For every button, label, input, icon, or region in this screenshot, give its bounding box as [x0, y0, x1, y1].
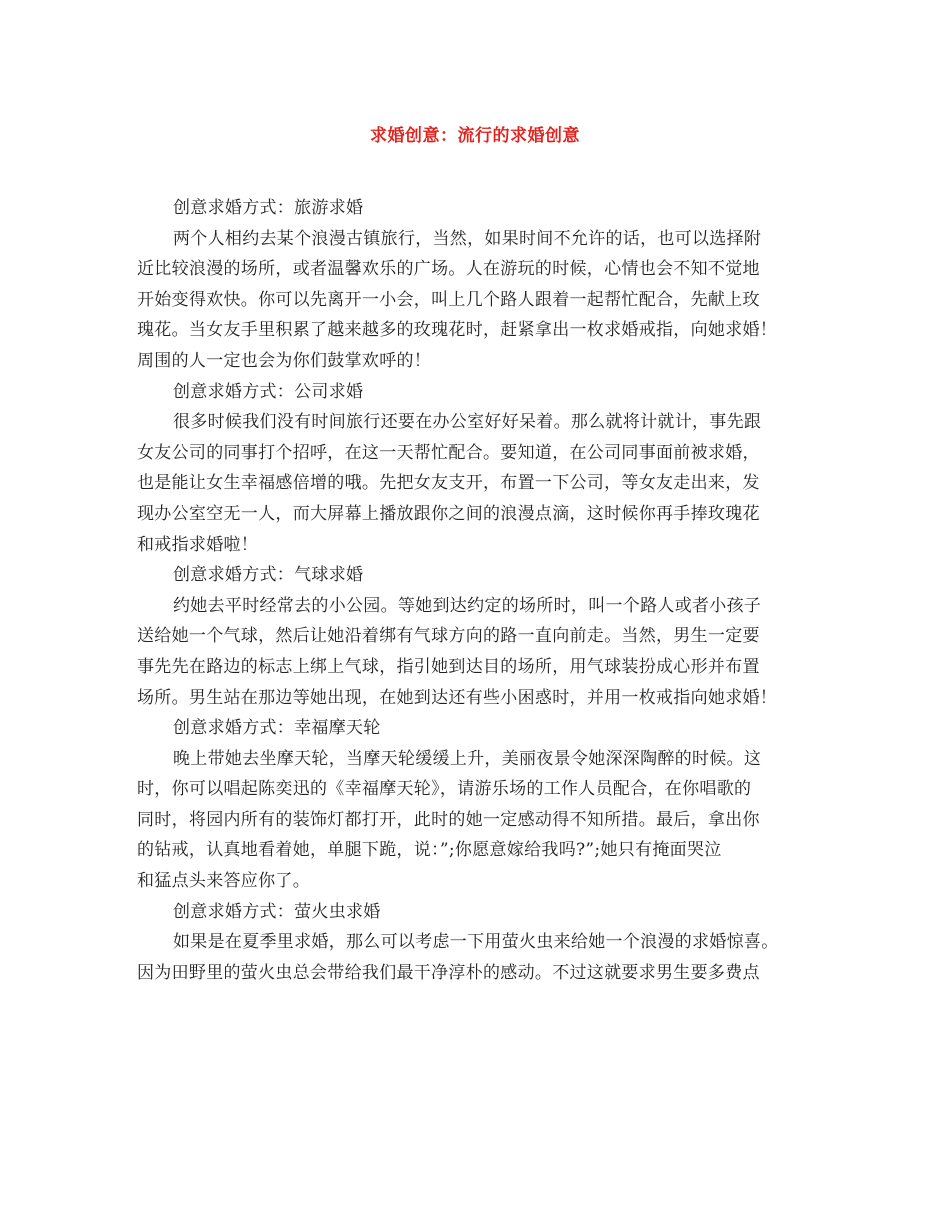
text-line: 因为田野里的萤火虫总会带给我们最干净淳朴的感动。不过这就要求男生要多费点	[137, 962, 760, 983]
text-line: 创意求婚方式：萤火虫求婚	[173, 901, 381, 922]
text-line: 时，你可以唱起陈奕迅的《幸福摩天轮》，请游乐场的工作人员配合，在你唱歌的	[137, 779, 752, 800]
text-line: 和戒指求婚啦！	[137, 534, 259, 555]
text-line: 开始变得欢快。你可以先离开一小会，叫上几个路人跟着一起帮忙配合，先献上玫	[137, 289, 760, 310]
text-line: 瑰花。当女友手里积累了越来越多的玫瑰花时，赶紧拿出一枚求婚戒指，向她求婚！	[137, 320, 778, 341]
text-line: 创意求婚方式：幸福摩天轮	[173, 718, 381, 739]
text-line: 周围的人一定也会为你们鼓掌欢呼的！	[137, 350, 432, 371]
text-line: 事先先在路边的标志上绑上气球，指引她到达目的场所，用气球装扮成心形并布置	[137, 656, 760, 677]
text-line: 和猛点头来答应你了。	[137, 871, 310, 892]
text-line: 场所。男生站在那边等她出现，在她到达还有些小困惑时，并用一枚戒指向她求婚！	[137, 687, 778, 708]
text-line: 约她去平时经常去的小公园。等她到达约定的场所时，叫一个路人或者小孩子	[173, 595, 762, 616]
text-line: 很多时候我们没有时间旅行还要在办公室好好呆着。那么就将计就计，事先跟	[173, 412, 762, 433]
text-line: 送给她一个气球，然后让她沿着绑有气球方向的路一直向前走。当然，男生一定要	[137, 626, 760, 647]
text-line: 如果是在夏季里求婚，那么可以考虑一下用萤火虫来给她一个浪漫的求婚惊喜。	[173, 932, 779, 953]
text-line: 女友公司的同事打个招呼，在这一天帮忙配合。要知道，在公司同事面前被求婚，	[137, 442, 760, 463]
text-line: 创意求婚方式：公司求婚	[173, 381, 364, 402]
document-body	[137, 193, 827, 988]
text-line: 创意求婚方式：气球求婚	[173, 565, 364, 586]
text-line: 现办公室空无一人，而大屏幕上播放跟你之间的浪漫点滴，这时候你再手捧玫瑰花	[137, 503, 760, 524]
text-line: 近比较浪漫的场所，或者温馨欢乐的广场。人在游玩的时候，心情也会不知不觉地	[137, 259, 760, 280]
text-line: 也是能让女生幸福感倍增的哦。先把女友支开，布置一下公司，等女友走出来，发	[137, 473, 760, 494]
text-line: 晚上带她去坐摩天轮，当摩天轮缓缓上升，美丽夜景令她深深陶醉的时候。这	[173, 748, 762, 769]
text-line: 两个人相约去某个浪漫古镇旅行，当然，如果时间不允许的话，也可以选择附	[173, 228, 762, 249]
text-line: 同时，将园内所有的装饰灯都打开，此时的她一定感动得不知所措。最后，拿出你	[137, 809, 760, 830]
page-title: 求婚创意：流行的求婚创意	[370, 126, 580, 146]
text-line: 创意求婚方式：旅游求婚	[173, 198, 364, 218]
text-line: 的钻戒，认真地看着她，单腿下跪，说：”;你愿意嫁给我吗?”;她只有掩面哭泣	[137, 840, 722, 861]
